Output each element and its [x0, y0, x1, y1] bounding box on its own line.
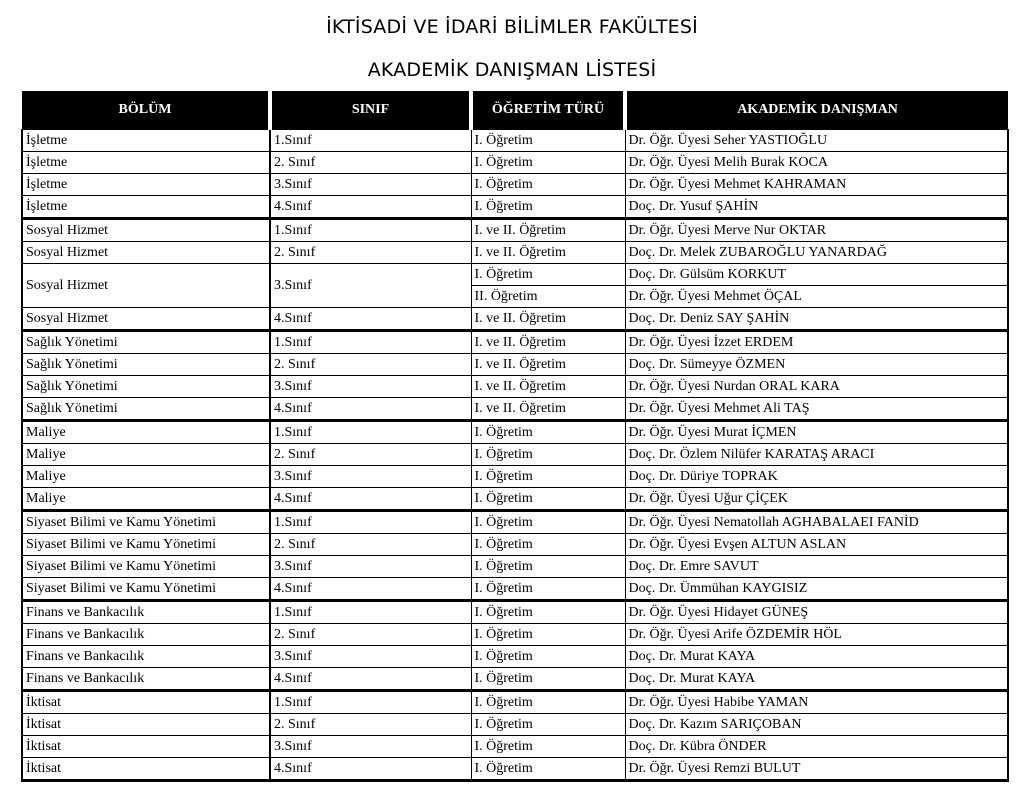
class-cell: 4.Sınıf	[270, 578, 471, 601]
class-cell: 1.Sınıf	[270, 511, 471, 534]
class-cell: 2. Sınıf	[270, 444, 471, 466]
education-type-cell: I. ve II. Öğretim	[471, 308, 625, 331]
department-cell: Maliye	[22, 444, 270, 466]
department-cell: Finans ve Bankacılık	[22, 646, 270, 668]
department-cell: Siyaset Bilimi ve Kamu Yönetimi	[22, 534, 270, 556]
department-cell: Sağlık Yönetimi	[22, 376, 270, 398]
table-row	[22, 152, 1008, 174]
department-cell: İktisat	[22, 691, 270, 714]
class-cell: 3.Sınıf	[270, 466, 471, 488]
table-row	[22, 444, 1008, 466]
class-cell: 2. Sınıf	[270, 624, 471, 646]
header-row	[22, 91, 1008, 130]
education-type-cell: I. Öğretim	[471, 196, 625, 219]
table-row	[22, 511, 1008, 534]
advisor-cell: Dr. Öğr. Üyesi Melih Burak KOCA	[625, 152, 1008, 174]
advisor-cell: Dr. Öğr. Üyesi Mehmet Ali TAŞ	[625, 398, 1008, 421]
class-cell: 4.Sınıf	[270, 196, 471, 219]
column-header-akademik-danisman: AKADEMİK DANIŞMAN	[625, 91, 1008, 130]
advisor-cell: Doç. Dr. Ümmühan KAYGISIZ	[625, 578, 1008, 601]
advisor-cell: Dr. Öğr. Üyesi Mehmet KAHRAMAN	[625, 174, 1008, 196]
department-cell: Sağlık Yönetimi	[22, 398, 270, 421]
department-cell: Sağlık Yönetimi	[22, 354, 270, 376]
advisor-cell: Dr. Öğr. Üyesi Evşen ALTUN ASLAN	[625, 534, 1008, 556]
class-cell: 3.Sınıf	[270, 376, 471, 398]
advisor-cell: Dr. Öğr. Üyesi Hidayet GÜNEŞ	[625, 601, 1008, 624]
education-type-cell: I. ve II. Öğretim	[471, 354, 625, 376]
table-row	[22, 308, 1008, 331]
class-cell: 2. Sınıf	[270, 354, 471, 376]
class-cell: 2. Sınıf	[270, 152, 471, 174]
table-row	[22, 556, 1008, 578]
department-cell: İktisat	[22, 714, 270, 736]
advisor-cell: Doç. Dr. Kazım SARIÇOBAN	[625, 714, 1008, 736]
table-row	[22, 736, 1008, 758]
department-cell: Sosyal Hizmet	[22, 264, 270, 308]
column-header-bolum: BÖLÜM	[22, 91, 270, 130]
class-cell: 3.Sınıf	[270, 736, 471, 758]
faculty-title: İKTİSADİ VE İDARİ BİLİMLER FAKÜLTESİ	[326, 16, 698, 38]
class-cell: 4.Sınıf	[270, 398, 471, 421]
advisor-cell: Dr. Öğr. Üyesi Mehmet ÖÇAL	[625, 286, 1008, 308]
class-cell: 2. Sınıf	[270, 714, 471, 736]
table-row	[22, 601, 1008, 624]
advisor-cell: Dr. Öğr. Üyesi Uğur ÇİÇEK	[625, 488, 1008, 511]
table-row	[22, 242, 1008, 264]
department-cell: Finans ve Bankacılık	[22, 668, 270, 691]
class-cell: 2. Sınıf	[270, 242, 471, 264]
department-cell: Maliye	[22, 466, 270, 488]
education-type-cell: I. Öğretim	[471, 578, 625, 601]
advisor-cell: Doç. Dr. Yusuf ŞAHİN	[625, 196, 1008, 219]
education-type-cell: I. Öğretim	[471, 714, 625, 736]
table-row	[22, 668, 1008, 691]
education-type-cell: I. Öğretim	[471, 174, 625, 196]
advisor-cell: Doç. Dr. Sümeyye ÖZMEN	[625, 354, 1008, 376]
advisor-cell: Dr. Öğr. Üyesi İzzet ERDEM	[625, 331, 1008, 354]
table-row	[22, 331, 1008, 354]
education-type-cell: I. Öğretim	[471, 758, 625, 781]
table-row	[22, 691, 1008, 714]
department-cell: Finans ve Bankacılık	[22, 624, 270, 646]
list-subtitle: AKADEMİK DANIŞMAN LİSTESİ	[367, 59, 657, 81]
table-row	[22, 196, 1008, 219]
class-cell: 3.Sınıf	[270, 174, 471, 196]
education-type-cell: I. Öğretim	[471, 130, 625, 152]
education-type-cell: I. Öğretim	[471, 624, 625, 646]
department-cell: Siyaset Bilimi ve Kamu Yönetimi	[22, 556, 270, 578]
department-cell: Siyaset Bilimi ve Kamu Yönetimi	[22, 578, 270, 601]
class-cell: 1.Sınıf	[270, 331, 471, 354]
department-cell: Sosyal Hizmet	[22, 308, 270, 331]
education-type-cell: I. ve II. Öğretim	[471, 331, 625, 354]
class-cell: 2. Sınıf	[270, 534, 471, 556]
education-type-cell: I. Öğretim	[471, 691, 625, 714]
advisor-cell: Doç. Dr. Murat KAYA	[625, 668, 1008, 691]
advisor-cell: Dr. Öğr. Üyesi Seher YASTIOĞLU	[625, 130, 1008, 152]
advisor-cell: Doç. Dr. Gülsüm KORKUT	[625, 264, 1008, 286]
department-cell: İşletme	[22, 130, 270, 152]
table-row	[22, 624, 1008, 646]
table-row	[22, 354, 1008, 376]
department-cell: Sosyal Hizmet	[22, 242, 270, 264]
advisor-cell: Doç. Dr. Deniz SAY ŞAHİN	[625, 308, 1008, 331]
education-type-cell: I. Öğretim	[471, 488, 625, 511]
advisor-cell: Doç. Dr. Düriye TOPRAK	[625, 466, 1008, 488]
education-type-cell: I. Öğretim	[471, 646, 625, 668]
class-cell: 1.Sınıf	[270, 130, 471, 152]
class-cell: 3.Sınıf	[270, 646, 471, 668]
table-row	[22, 466, 1008, 488]
education-type-cell: I. ve II. Öğretim	[471, 376, 625, 398]
table-body	[22, 130, 1008, 781]
table-header	[22, 91, 1008, 130]
advisor-cell: Dr. Öğr. Üyesi Merve Nur OKTAR	[625, 219, 1008, 242]
table-row	[22, 219, 1008, 242]
department-cell: İşletme	[22, 196, 270, 219]
class-cell: 4.Sınıf	[270, 308, 471, 331]
advisor-table	[21, 91, 1009, 782]
department-cell: Maliye	[22, 421, 270, 444]
department-cell: İktisat	[22, 758, 270, 781]
class-cell: 1.Sınıf	[270, 421, 471, 444]
advisor-cell: Doç. Dr. Emre SAVUT	[625, 556, 1008, 578]
table-row	[22, 174, 1008, 196]
education-type-cell: I. ve II. Öğretim	[471, 242, 625, 264]
table-row	[22, 488, 1008, 511]
advisor-cell: Doç. Dr. Özlem Nilüfer KARATAŞ ARACI	[625, 444, 1008, 466]
department-cell: İşletme	[22, 174, 270, 196]
education-type-cell: I. Öğretim	[471, 601, 625, 624]
department-cell: Siyaset Bilimi ve Kamu Yönetimi	[22, 511, 270, 534]
education-type-cell: I. Öğretim	[471, 466, 625, 488]
advisor-cell: Doç. Dr. Melek ZUBAROĞLU YANARDAĞ	[625, 242, 1008, 264]
table-row	[22, 646, 1008, 668]
class-cell: 1.Sınıf	[270, 219, 471, 242]
table-row	[22, 398, 1008, 421]
education-type-cell: I. Öğretim	[471, 736, 625, 758]
education-type-cell: I. Öğretim	[471, 264, 625, 286]
department-cell: Maliye	[22, 488, 270, 511]
department-cell: Sağlık Yönetimi	[22, 331, 270, 354]
class-cell: 4.Sınıf	[270, 488, 471, 511]
table-row	[22, 130, 1008, 152]
advisor-cell: Dr. Öğr. Üyesi Habibe YAMAN	[625, 691, 1008, 714]
education-type-cell: I. Öğretim	[471, 534, 625, 556]
advisor-cell: Dr. Öğr. Üyesi Nematollah AGHABALAEI FANİD	[625, 511, 1008, 534]
class-cell: 4.Sınıf	[270, 758, 471, 781]
class-cell: 3.Sınıf	[270, 556, 471, 578]
table-row	[22, 534, 1008, 556]
advisor-cell: Dr. Öğr. Üyesi Arife ÖZDEMİR HÖL	[625, 624, 1008, 646]
advisor-cell: Doç. Dr. Kübra ÖNDER	[625, 736, 1008, 758]
department-cell: Sosyal Hizmet	[22, 219, 270, 242]
class-cell: 1.Sınıf	[270, 691, 471, 714]
table-row	[22, 714, 1008, 736]
education-type-cell: I. Öğretim	[471, 421, 625, 444]
class-cell: 3.Sınıf	[270, 264, 471, 308]
education-type-cell: I. ve II. Öğretim	[471, 398, 625, 421]
department-cell: İktisat	[22, 736, 270, 758]
education-type-cell: I. Öğretim	[471, 511, 625, 534]
table-row	[22, 376, 1008, 398]
advisor-cell: Dr. Öğr. Üyesi Remzi BULUT	[625, 758, 1008, 781]
advisor-cell: Dr. Öğr. Üyesi Nurdan ORAL KARA	[625, 376, 1008, 398]
column-header-ogretim-turu: ÖĞRETİM TÜRÜ	[471, 91, 625, 130]
education-type-cell: I. Öğretim	[471, 444, 625, 466]
department-cell: Finans ve Bankacılık	[22, 601, 270, 624]
department-cell: İşletme	[22, 152, 270, 174]
education-type-cell: I. ve II. Öğretim	[471, 219, 625, 242]
advisor-cell: Dr. Öğr. Üyesi Murat İÇMEN	[625, 421, 1008, 444]
advisor-cell: Doç. Dr. Murat KAYA	[625, 646, 1008, 668]
education-type-cell: II. Öğretim	[471, 286, 625, 308]
table-row	[22, 421, 1008, 444]
education-type-cell: I. Öğretim	[471, 152, 625, 174]
education-type-cell: I. Öğretim	[471, 556, 625, 578]
column-header-sinif: SINIF	[270, 91, 471, 130]
table-row	[22, 264, 1008, 286]
education-type-cell: I. Öğretim	[471, 668, 625, 691]
table-row	[22, 578, 1008, 601]
class-cell: 4.Sınıf	[270, 668, 471, 691]
class-cell: 1.Sınıf	[270, 601, 471, 624]
table-row	[22, 758, 1008, 781]
